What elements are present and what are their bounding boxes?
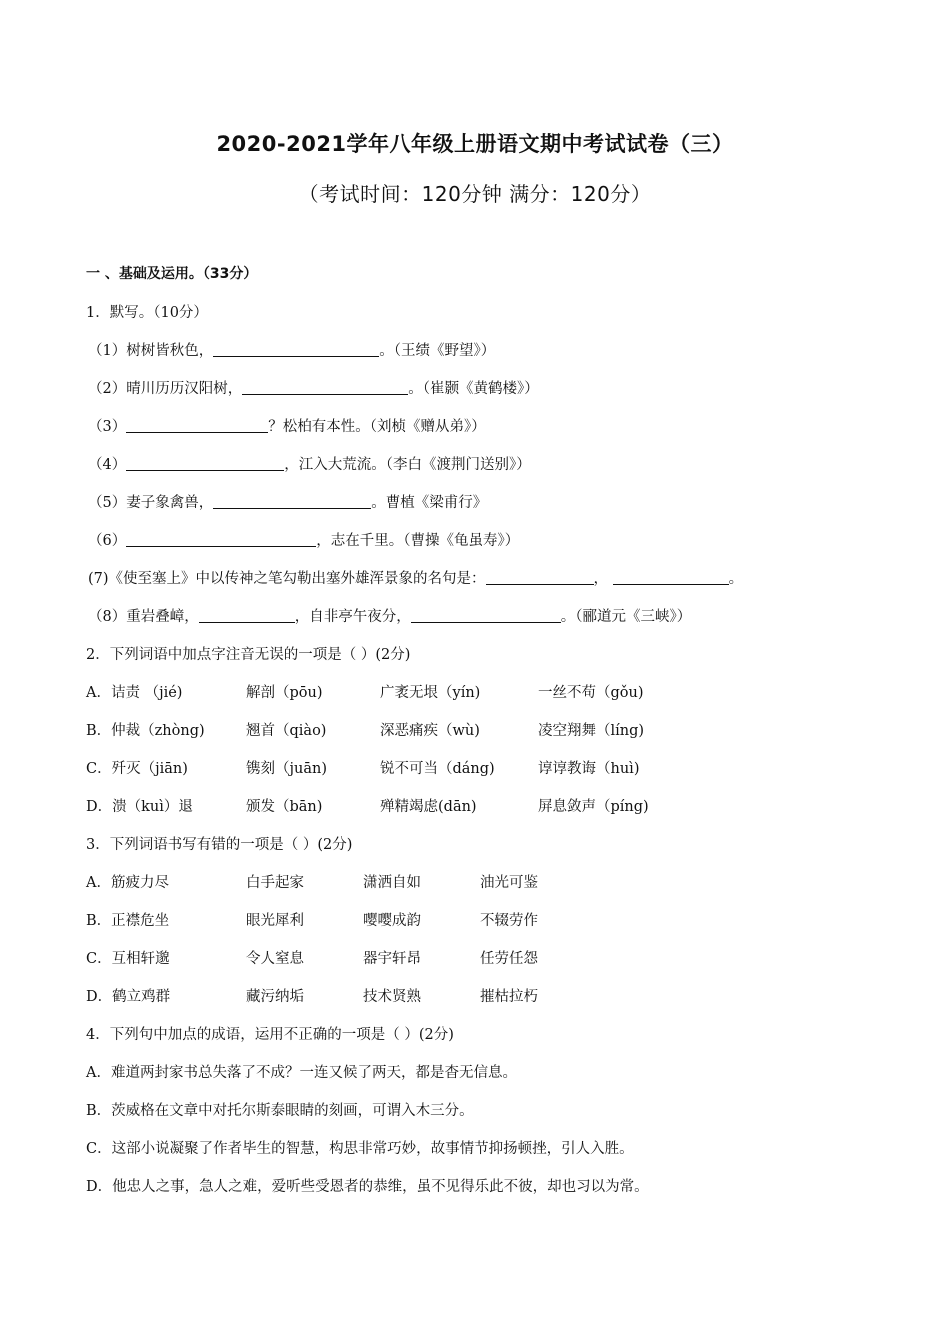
exam-title: 2020-2021学年八年级上册语文期中考试试卷（三）: [216, 132, 734, 156]
answer-blank[interactable]: [613, 570, 729, 585]
q1-stem: 1．默写。（10分）: [86, 305, 208, 321]
q3-option-d-2: 藏污纳垢: [246, 989, 304, 1005]
q3-option-d-3: 技术贤熟: [363, 989, 421, 1005]
q2-option-a-3: 广袤无垠（yín): [380, 685, 481, 701]
answer-blank[interactable]: [126, 456, 284, 471]
q4-option-a: A．难道两封家书总失落了不成？一连又候了两天，都是杳无信息。: [86, 1065, 517, 1081]
q2-option-a-1: A．诘责 （jié): [86, 685, 183, 701]
answer-blank[interactable]: [213, 494, 371, 509]
q2-option-c-2: 镌刻（juān): [246, 761, 327, 777]
q2-option-c-3: 锐不可当（dáng): [380, 761, 495, 777]
q4-option-b: B．茨威格在文章中对托尔斯泰眼睛的刻画，可谓入木三分。: [86, 1103, 474, 1119]
q3-option-d-1: D．鹤立鸡群: [86, 989, 171, 1005]
q1-item-5: （5）妻子象禽兽， 。曹植《梁甫行》: [88, 495, 488, 511]
q1-item-7: (7)《使至塞上》中以传神之笔勾勒出塞外雄浑景象的名句是： ， 。: [88, 571, 744, 587]
q1-item-8: （8）重岩叠嶂， ，自非亭午夜分， 。（郦道元《三峡》）: [88, 609, 692, 625]
q3-option-b-3: 嘤嘤成韵: [363, 913, 421, 929]
answer-blank[interactable]: [126, 418, 268, 433]
q2-option-d-4: 屏息敛声（píng): [538, 799, 649, 815]
q4-option-c: C．这部小说凝聚了作者毕生的智慧，构思非常巧妙，故事情节抑扬顿挫，引人入胜。: [86, 1141, 634, 1157]
answer-blank[interactable]: [213, 342, 379, 357]
exam-subtitle: （考试时间：120分钟 满分：120分）: [298, 182, 652, 206]
q1-item-2: （2）晴川历历汉阳树， 。（崔颢《黄鹤楼》）: [88, 381, 539, 397]
q2-option-b-3: 深恶痛疾（wù): [380, 723, 480, 739]
answer-blank[interactable]: [486, 570, 594, 585]
q4-option-d: D．他忠人之事，急人之难，爱听些受恩者的恭维，虽不见得乐此不彼，却也习以为常。: [86, 1179, 649, 1195]
q2-option-d-1: D．溃（kuì）退: [86, 799, 193, 815]
q3-option-b-1: B．正襟危坐: [86, 913, 170, 929]
q1-item-3: （3） ？松柏有本性。（刘桢《赠从弟》）: [88, 419, 486, 435]
answer-blank[interactable]: [199, 608, 295, 623]
q2-option-b-4: 凌空翔舞（líng): [538, 723, 645, 739]
q2-option-d-3: 殚精竭虑(dān): [380, 799, 477, 815]
q2-option-a-2: 解剖（pōu): [246, 685, 323, 701]
q2-option-a-4: 一丝不苟（gǒu): [538, 685, 644, 701]
q2-option-b-1: B．仲裁（zhòng): [86, 723, 205, 739]
q3-option-c-2: 令人窒息: [246, 951, 304, 967]
answer-blank[interactable]: [411, 608, 561, 623]
q2-option-b-2: 翘首（qiào): [246, 723, 327, 739]
q3-option-c-1: C．互相轩邈: [86, 951, 170, 967]
q3-option-d-4: 摧枯拉朽: [480, 989, 538, 1005]
q3-option-c-4: 任劳任怨: [480, 951, 538, 967]
q3-option-c-3: 器宇轩昂: [363, 951, 421, 967]
q4-stem: 4．下列句中加点的成语，运用不正确的一项是（ ）(2分): [86, 1027, 454, 1043]
q3-option-a-3: 潇洒自如: [363, 875, 421, 891]
q1-item-4: （4） ，江入大荒流。（李白《渡荆门送别》）: [88, 457, 531, 473]
q3-option-b-2: 眼光犀利: [246, 913, 304, 929]
q2-option-d-2: 颁发（bān): [246, 799, 323, 815]
q2-stem: 2．下列词语中加点字注音无误的一项是（ ）(2分): [86, 647, 411, 663]
q2-option-c-4: 谆谆教诲（huì): [538, 761, 640, 777]
section-heading: 一 、基础及运用。（33分）: [86, 266, 258, 282]
q1-item-6: （6） ，志在千里。（曹操《龟虽寿》）: [88, 533, 520, 549]
q3-option-a-2: 白手起家: [246, 875, 304, 891]
answer-blank[interactable]: [126, 532, 316, 547]
q1-item-1: （1）树树皆秋色， 。（王绩《野望》）: [88, 343, 496, 359]
q3-stem: 3．下列词语书写有错的一项是（ ）(2分): [86, 837, 353, 853]
q3-option-b-4: 不辍劳作: [480, 913, 538, 929]
answer-blank[interactable]: [242, 380, 408, 395]
q3-option-a-1: A．筋疲力尽: [86, 875, 169, 891]
q3-option-a-4: 油光可鉴: [480, 875, 538, 891]
q2-option-c-1: C．歼灭（jiān): [86, 761, 188, 777]
